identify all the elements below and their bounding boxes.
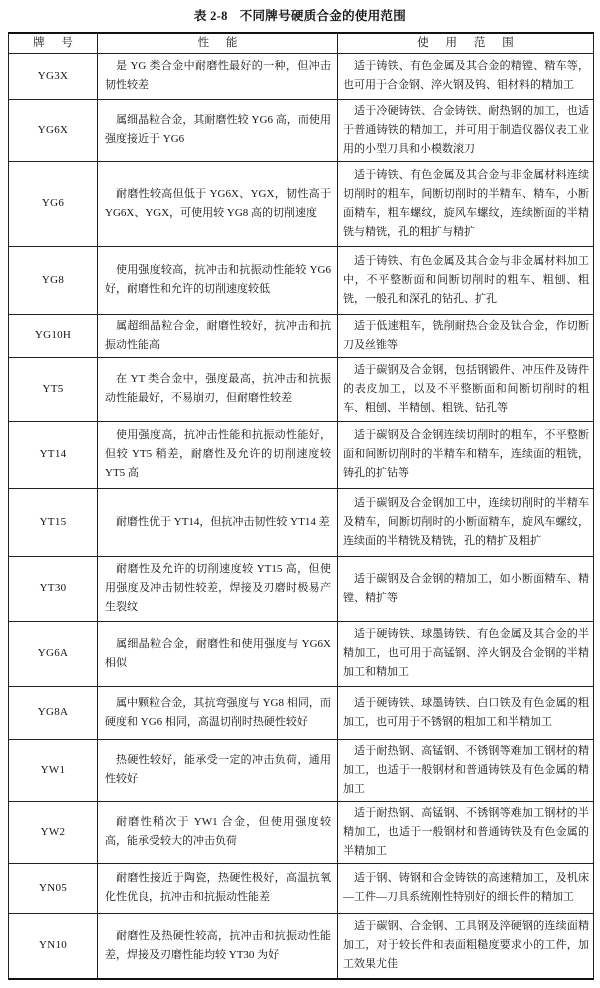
table-row xyxy=(9,314,594,357)
applications-cell: 适于铸铁、有色金属及其合金与非金属材料加工中，不平整断面和间断切削时的粗车、粗刨、粗铣，一般孔和深孔的钻孔、扩孔 xyxy=(338,246,594,314)
grade-cell: YT30 xyxy=(9,556,98,621)
table-row xyxy=(9,863,594,913)
applications-cell: 适于耐热钢、高锰钢、不锈钢等难加工钢材的半精加工，也适于一般钢材和普通铸铁及有色金属的半精加工 xyxy=(338,801,594,863)
table-caption xyxy=(0,0,600,32)
grade-cell: YG8 xyxy=(9,246,98,314)
applications-cell: 适于碳钢、合金钢、工具钢及淬硬钢的连续面精加工，对于较长件和表面粗糙度要求小的工件，加工效果尤佳 xyxy=(338,913,594,979)
grade-cell: YN05 xyxy=(9,863,98,913)
properties-cell: 在 YT 类合金中，强度最高，抗冲击和抗振动性能最好，不易崩刃，但耐磨性较差 xyxy=(98,357,338,421)
table-body xyxy=(9,53,594,979)
properties-cell: 耐磨性稍次于 YW1 合金，但使用强度较高，能承受较大的冲击负荷 xyxy=(98,801,338,863)
applications-cell: 适于硬铸铁、球墨铸铁、有色金属及其合金的半精加工，也可用于高锰钢、淬火钢及合金钢的半精加工和精加工 xyxy=(338,621,594,686)
grade-cell: YT5 xyxy=(9,357,98,421)
grade-cell: YW1 xyxy=(9,739,98,801)
properties-cell: 属细晶粒合金，其耐磨性较 YG6 高，而使用强度接近于 YG6 xyxy=(98,99,338,161)
properties-cell: 耐磨性及允许的切削速度较 YT15 高，但使用强度及冲击韧性较差，焊接及刃磨时极易产生裂纹 xyxy=(98,556,338,621)
properties-cell: 耐磨性优于 YT14，但抗冲击韧性较 YT14 差 xyxy=(98,488,338,556)
header-row xyxy=(9,33,594,53)
properties-cell: 热硬性较好，能承受一定的冲击负荷，通用性较好 xyxy=(98,739,338,801)
table-title: 不同牌号硬质合金的使用范围 xyxy=(239,9,407,23)
grade-cell: YG3X xyxy=(9,53,98,99)
applications-cell: 适于碳钢及合金钢加工中，连续切削时的半精车及精车，间断切削时的小断面精车，旋风车螺纹，连续面的半精铣及精铣，孔的精扩及粗扩 xyxy=(338,488,594,556)
properties-cell: 属细晶粒合金，耐磨性和使用强度与 YG6X 相似 xyxy=(98,621,338,686)
grade-cell: YN10 xyxy=(9,913,98,979)
applications-cell: 适于冷硬铸铁、合金铸铁、耐热钢的加工，也适于普通铸铁的精加工，并可用于制造仪器仪表工业用的小型刀具和小模数滚刀 xyxy=(338,99,594,161)
table-row xyxy=(9,686,594,739)
grade-cell: YG8A xyxy=(9,686,98,739)
table-row xyxy=(9,357,594,421)
table-row xyxy=(9,556,594,621)
table-row xyxy=(9,421,594,488)
table-row xyxy=(9,53,594,99)
applications-cell: 适于硬铸铁、球墨铸铁、白口铁及有色金属的粗加工，也可用于不锈钢的粗加工和半精加工 xyxy=(338,686,594,739)
table-row xyxy=(9,488,594,556)
table-row xyxy=(9,801,594,863)
grade-cell: YG6X xyxy=(9,99,98,161)
carbide-grade-table xyxy=(8,32,594,980)
grade-cell: YG10H xyxy=(9,314,98,357)
properties-cell: 耐磨性较高但低于 YG6X、YGX，韧性高于 YG6X、YGX，可使用较 YG8 高的切削速度 xyxy=(98,161,338,246)
applications-cell: 适于钢、铸钢和合金铸铁的高速精加工，及机床—工件—刀具系统刚性特别好的细长件的精加工 xyxy=(338,863,594,913)
applications-cell: 适于铸铁、有色金属及其合金与非金属材料连续切削时的粗车，间断切削时的半精车、精车，小断面精车，粗车螺纹，旋风车螺纹，连续断面的半精铣与精铣，孔的粗扩与精扩 xyxy=(338,161,594,246)
header-grade: 牌 号 xyxy=(9,33,98,53)
properties-cell: 是 YG 类合金中耐磨性最好的一种，但冲击韧性较差 xyxy=(98,53,338,99)
table-row xyxy=(9,246,594,314)
table-row xyxy=(9,621,594,686)
grade-cell: YG6 xyxy=(9,161,98,246)
applications-cell: 适于铸铁、有色金属及其合金的精镗、精车等，也可用于合金钢、淬火钢及钨、钼材料的精加工 xyxy=(338,53,594,99)
table-row xyxy=(9,913,594,979)
table-row xyxy=(9,739,594,801)
properties-cell: 使用强度较高，抗冲击和抗振动性能较 YG6 好，耐磨性和允许的切削速度较低 xyxy=(98,246,338,314)
grade-cell: YW2 xyxy=(9,801,98,863)
applications-cell: 适于耐热钢、高锰钢、不锈钢等难加工钢材的精加工，也适于一般钢材和普通铸铁及有色金属的精加工 xyxy=(338,739,594,801)
applications-cell: 适于低速粗车，铣削耐热合金及钛合金，作切断刀及丝锥等 xyxy=(338,314,594,357)
grade-cell: YT14 xyxy=(9,421,98,488)
grade-cell: YT15 xyxy=(9,488,98,556)
applications-cell: 适于碳钢及合金钢，包括钢锻件、冲压件及铸件的表皮加工，以及不平整断面和间断切削时的粗车、粗刨、半精刨、粗铣、钻孔等 xyxy=(338,357,594,421)
grade-cell: YG6A xyxy=(9,621,98,686)
properties-cell: 属超细晶粒合金，耐磨性较好，抗冲击和抗振动性能高 xyxy=(98,314,338,357)
header-applications: 使 用 范 围 xyxy=(338,33,594,53)
properties-cell: 使用强度高，抗冲击性能和抗振动性能好，但较 YT5 稍差，耐磨性及允许的切削速度较 YT5 高 xyxy=(98,421,338,488)
applications-cell: 适于碳钢及合金钢的精加工，如小断面精车、精镗、精扩等 xyxy=(338,556,594,621)
table-number: 表 2-8 xyxy=(193,9,228,23)
table-row xyxy=(9,99,594,161)
table-row xyxy=(9,161,594,246)
properties-cell: 耐磨性及热硬性较高，抗冲击和抗振动性能差，焊接及刃磨性能均较 YT30 为好 xyxy=(98,913,338,979)
properties-cell: 属中颗粒合金，其抗弯强度与 YG8 相同，而硬度和 YG6 相同，高温切削时热硬性较好 xyxy=(98,686,338,739)
applications-cell: 适于碳钢及合金钢连续切削时的粗车，不平整断面和间断切削时的半精车和精车，连续面的粗铣，铸孔的扩钻等 xyxy=(338,421,594,488)
header-properties: 性 能 xyxy=(98,33,338,53)
properties-cell: 耐磨性接近于陶瓷，热硬性极好，高温抗氧化性优良，抗冲击和抗振动性能差 xyxy=(98,863,338,913)
